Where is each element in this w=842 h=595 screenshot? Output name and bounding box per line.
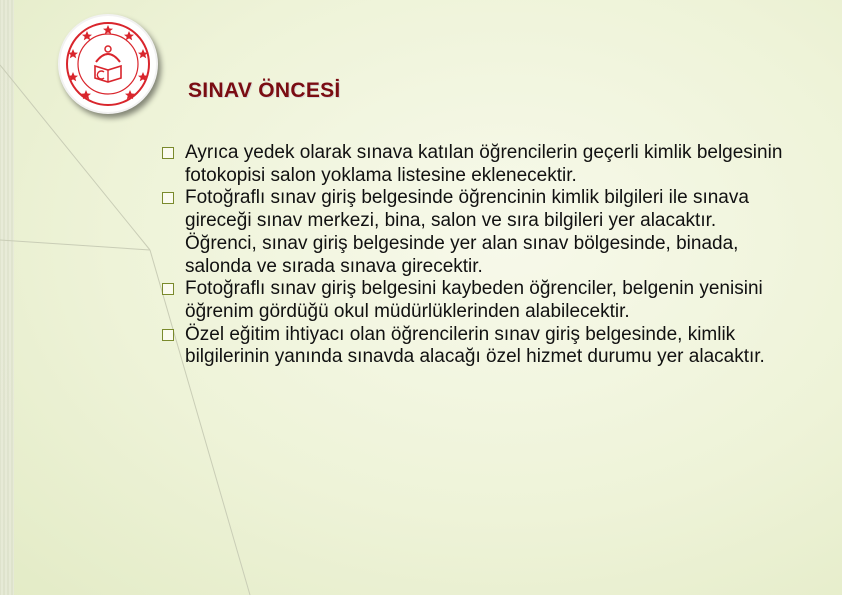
bullet-item xyxy=(162,324,792,369)
bullet-list xyxy=(162,142,792,369)
meb-emblem-icon xyxy=(60,16,156,112)
meb-logo xyxy=(58,14,158,114)
square-bullet-icon xyxy=(162,283,174,295)
bullet-text: Fotoğraflı sınav giriş belgesini kaybeden öğrenciler, belgenin yenisini öğrenim gördüğü okul müdürlüklerinden alabilecektir. xyxy=(185,278,763,322)
bullet-item xyxy=(162,278,792,323)
square-bullet-icon xyxy=(162,329,174,341)
square-bullet-icon xyxy=(162,147,174,159)
slide-title: SINAV ÖNCESİ xyxy=(188,79,341,102)
bullet-text: Özel eğitim ihtiyacı olan öğrencilerin sınav giriş belgesinde, kimlik bilgilerinin yanında sınavda alacağı özel hizmet durumu yer alacaktır. xyxy=(185,323,765,368)
bullet-item xyxy=(162,142,792,187)
bullet-text: Fotoğraflı sınav giriş belgesinde öğrencinin kimlik bilgileri ile sınava gireceği sınav merkezi, bina, salon ve sıra bilgileri yer alacaktır. Öğrenci, sınav giriş belgesinde yer alan sınav bölgesinde, binada, salonda ve sırada sınava girecektir. xyxy=(185,187,749,277)
bullet-item xyxy=(162,187,792,278)
bullet-text: Ayrıca yedek olarak sınava katılan öğrencilerin geçerli kimlik belgesinin fotokopisi salon yoklama listesine eklenecektir. xyxy=(185,142,783,186)
square-bullet-icon xyxy=(162,192,174,204)
